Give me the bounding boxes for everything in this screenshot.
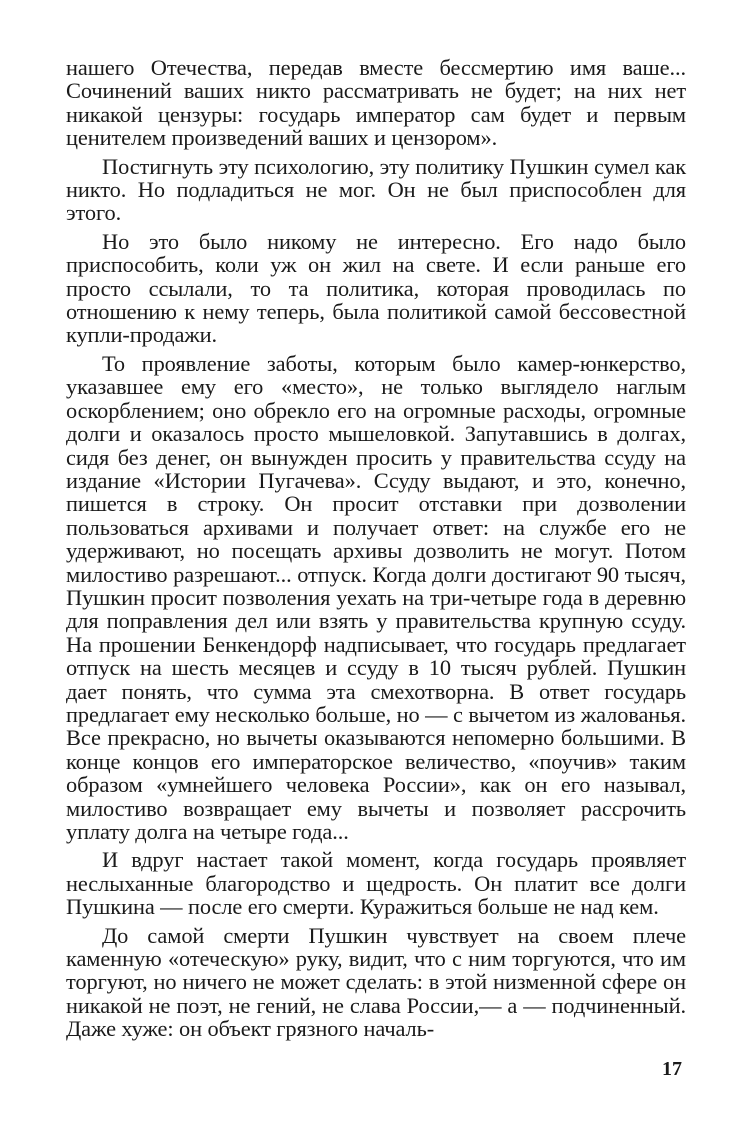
- paragraph-2: Постигнуть эту психологию, эту политику Пушкин сумел как никто. Но подладиться не мог. Он не был приспособлен для этого.: [66, 153, 686, 226]
- paragraph-1: нашего Отечества, передав вместе бессмертию имя ваше... Сочинений ваших никто рассматривать не будет; на них нет никакой цензуры: государь император сам будет и первым ценителем произведений ваших и цензором».: [66, 55, 686, 151]
- page-number: 17: [662, 1058, 682, 1080]
- paragraph-3: Но это было никому не интересно. Его надо было приспособить, коли уж он жил на свете. И если раньше его просто ссылали, то та политика, которая проводилась по отношению к нему теперь, была политикой самой бессовестной купли-продажи.: [66, 228, 686, 348]
- paragraph-5: И вдруг настает такой момент, когда государь проявляет неслыханные благородство и щедрость. Он платит все долги Пушкина — после его смерти. Куражиться больше не над кем.: [66, 847, 686, 920]
- body-text: [66, 56, 686, 1046]
- paragraph-6: До самой смерти Пушкин чувствует на своем плече каменную «отеческую» руку, видит, что с ним торгуются, что им торгуют, но ничего не может сделать: в этой низменной сфере он никакой не поэт, не гений, не слава России,— а — подчиненный. Даже хуже: он объект грязного началь-: [66, 922, 686, 1042]
- paragraph-4: То проявление заботы, которым было камер-юнкерство, указавшее ему его «место», не только выглядело наглым оскорблением; оно обрекло его на огромные расходы, огромные долги и оказалось просто мышеловкой. Запутавшись в долгах, сидя без денег, он вынужден просить у правительства ссуду на издание «Истории Пугачева». Ссуду выдают, и это, конечно, пишется в строку. Он просит отставки при дозволении пользоваться архивами и получает ответ: на службе его не удерживают, но посещать архивы дозволить не могут. Потом милостиво разрешают... отпуск. Когда долги достигают 90 тысяч, Пушкин просит позволения уехать на три-четыре года в деревню для поправления дел или взять у правительства крупную ссуду. На прошении Бенкендорф надписывает, что государь предлагает отпуск на шесть месяцев и ссуду в 10 тысяч рублей. Пушкин дает понять, что сумма эта смехотворна. В ответ государь предлагает ему несколько больше, но — с вычетом из жалованья. Все прекрасно, но вычеты оказываются непомерно большими. В конце концов его императорское величество, «поучив» таким образом «умнейшего человека России», как он его называл, милостиво возвращает ему вычеты и позволяет рассрочить уплату долга на четыре года...: [66, 350, 686, 844]
